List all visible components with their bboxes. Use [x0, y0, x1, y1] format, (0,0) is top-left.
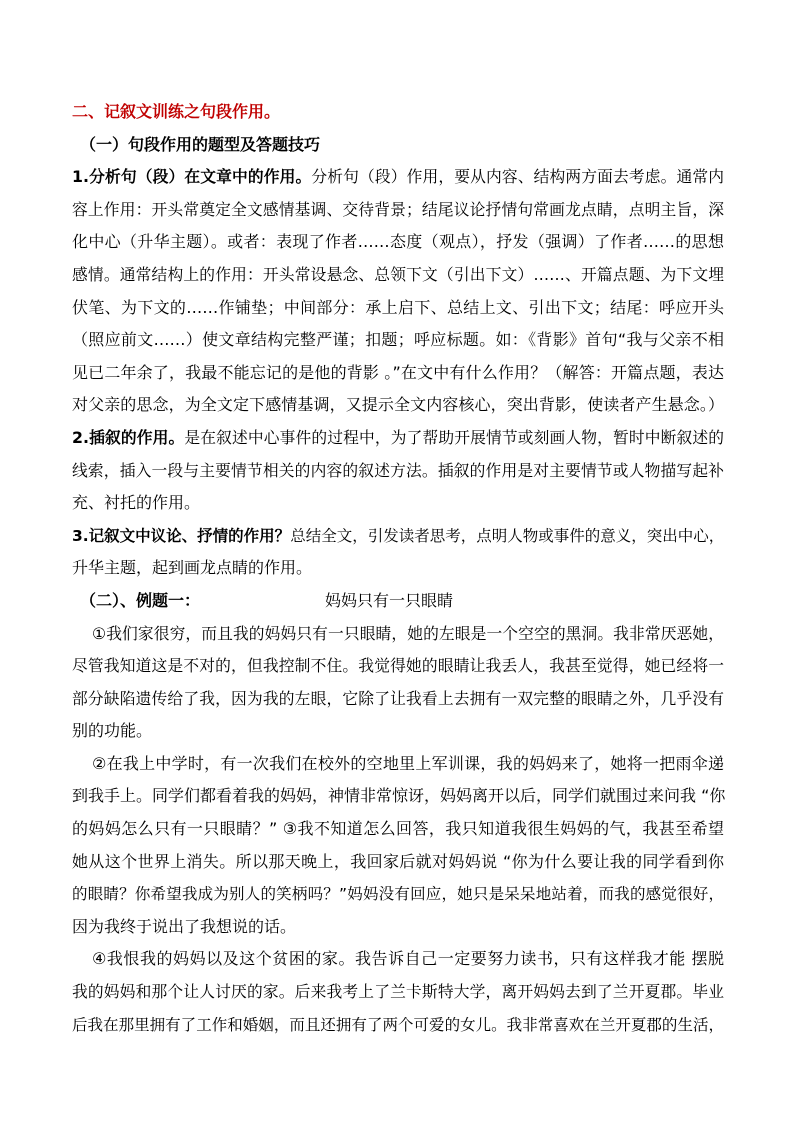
section-heading: 二、记叙文训练之句段作用。	[72, 102, 281, 121]
story-p1-line-2: 尽管我知道这是不对的，但我控制不住。我觉得她的眼睛让我丢人，我甚至觉得，她已经将一	[72, 656, 724, 676]
story-p1-line-3: 部分缺陷遗传给了我，因为我的左眼，它除了让我看上去拥有一双完整的眼睛之外，几乎没有	[72, 688, 724, 708]
story-p2-line-6: 因为我终于说出了我想说的话。	[72, 916, 297, 936]
item1-line-6: （照应前文……）使文章结构完整严谨；扣题；呼应标题。如：《背影》首句“我与父亲不相	[72, 330, 724, 350]
story-p3-line-2: 我的妈妈和那个让人讨厌的家。后来我考上了兰卡斯特大学，离开妈妈去到了兰开夏郡。毕业	[72, 982, 724, 1002]
story-p2-line-2: 到我手上。同学们都看着我的妈妈，神情非常惊讶，妈妈离开以后，同学们就围过来问我 “你	[72, 786, 726, 806]
example-heading	[72, 585, 724, 618]
item2-line-3: 充、衬托的作用。	[72, 493, 201, 513]
item3-text: 总结全文，引发读者思考，点明人物或事件的意义，突出中心，	[290, 526, 725, 545]
item1-line-8: 对父亲的思念，为全文定下感情基调，又提示全文内容核心，突出背影，使读者产生悬念。）	[72, 395, 724, 415]
item1-line-3: 化中心（升华主题）。或者：表现了作者……态度（观点），抒发（强调）了作者……的思想	[72, 232, 724, 252]
item1-line-2: 容上作用：开头常奠定全文感情基调、交待背景；结尾议论抒情句常画龙点睛，点明主旨，深	[72, 199, 724, 219]
item2-line-2: 线索，插入一段与主要情节相关的内容的叙述方法。插叙的作用是对主要情节或人物描写起补	[72, 460, 724, 480]
subsection-heading-techniques: （一）句段作用的题型及答题技巧	[80, 134, 321, 154]
document-page	[72, 96, 724, 1041]
item2-text: 是在叙述中心事件的过程中，为了帮助开展情节或刻画人物，暂时中断叙述的	[184, 427, 724, 447]
item1-text: 分析句（段）作用，要从内容、结构两方面去考虑。通常内	[311, 167, 724, 187]
item3-line-2: 升华主题，起到画龙点睛的作用。	[72, 558, 313, 578]
item1-line-4: 感情。通常结构上的作用：开头常设悬念、总领下文（引出下文）……、开篇点题、为下文埋	[72, 264, 724, 284]
item3-line-1	[72, 520, 724, 553]
item2-title: 2.插叙的作用。	[72, 427, 185, 447]
item1-line-7: 见已二年余了，我最不能忘记的是他的背影 。”在文中有什么作用？（解答：开篇点题，表达	[72, 362, 724, 382]
story-p2-line-4: 她从这个世界上消失。所以那天晚上，我回家后就对妈妈说 “你为什么要让我的同学看到你	[72, 851, 724, 871]
story-p3-line-1: ④我恨我的妈妈以及这个贫困的家。我告诉自己一定要努力读书，只有这样我才能 摆脱	[92, 949, 724, 969]
story-p1-line-4: 别的功能。	[72, 721, 153, 741]
item1-title: 1.分析句（段）在文章中的作用。	[72, 167, 312, 187]
story-p2-line-5: 的眼睛？你希望我成为别人的笑柄吗？”妈妈没有回应，她只是呆呆地站着，而我的感觉很好，	[72, 885, 724, 904]
item1-line-1	[72, 161, 724, 194]
item3-title: 3.记叙文中议论、抒情的作用？	[72, 526, 291, 545]
story-p1-line-1: ①我们家很穷，而且我的妈妈只有一只眼睛，她的左眼是一个空空的黑洞。我非常厌恶她，	[92, 623, 724, 643]
story-title: 妈妈只有一只眼睛	[325, 590, 454, 610]
story-p3-line-3: 后我在那里拥有了工作和婚姻，而且还拥有了两个可爱的女儿。我非常喜欢在兰开夏郡的生活，	[72, 1015, 724, 1034]
item2-line-1	[72, 422, 724, 455]
story-p2-line-1: ②在我上中学时，有一次我们在校外的空地里上军训课，我的妈妈来了，她将一把雨伞递	[92, 753, 724, 773]
example-label: （二）、例题一：	[80, 590, 201, 610]
item1-line-5: 伏笔、为下文的……作铺垫；中间部分：承上启下、总结上文、引出下文；结尾：呼应开头	[72, 297, 724, 317]
story-p2-line-3: 的妈妈怎么只有一只眼睛？” ③我不知道怎么回答，我只知道我很生妈妈的气，我甚至希望	[72, 819, 724, 839]
